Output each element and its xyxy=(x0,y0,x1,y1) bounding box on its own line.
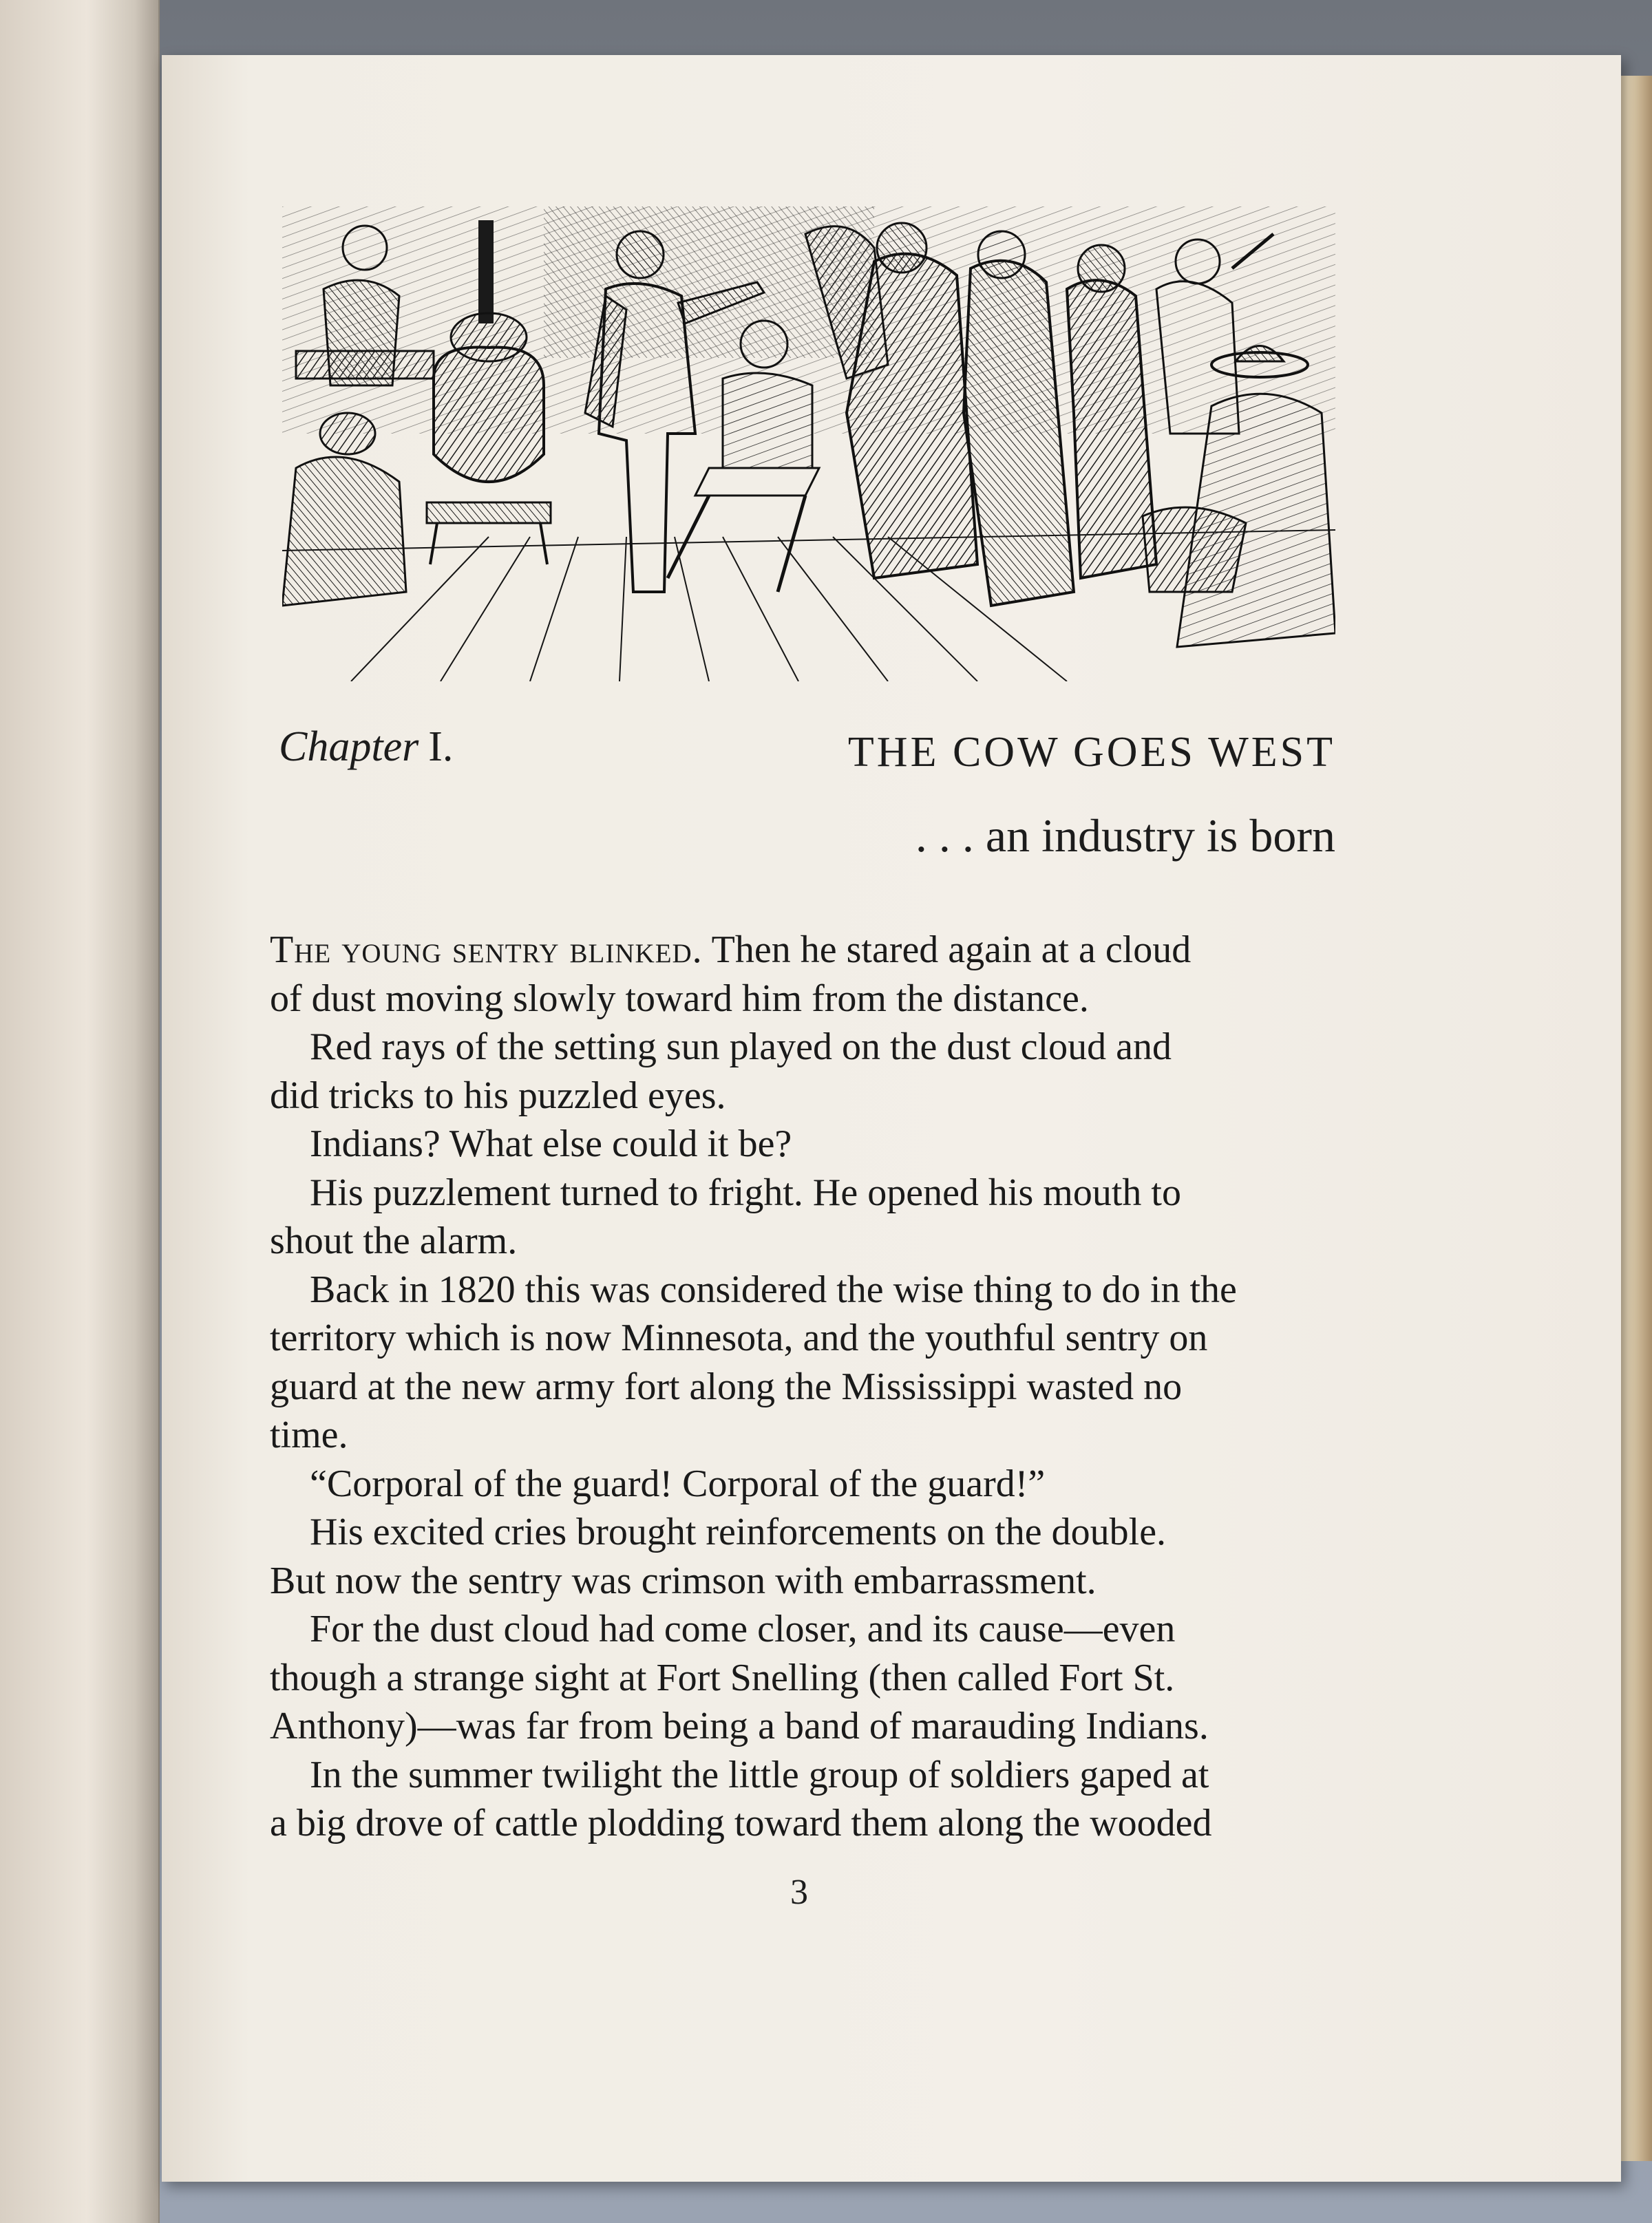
chapter-title: THE COW GOES WEST xyxy=(847,729,1335,776)
body-line: In the summer twilight the little group of soldiers gaped at xyxy=(310,1753,1209,1796)
body-line: Anthony)—was far from being a band of marauding Indians. xyxy=(270,1705,1209,1747)
chapter-number: I. xyxy=(428,723,454,770)
chapter-subtitle: . . . an industry is born xyxy=(915,809,1335,862)
body-line: Red rays of the setting sun played on the dust cloud and xyxy=(310,1025,1172,1068)
body-line: Indians? What else could it be? xyxy=(310,1123,792,1165)
body-line: a big drove of cattle plodding toward them along the wooded xyxy=(270,1802,1212,1844)
body-line: did tricks to his puzzled eyes. xyxy=(270,1074,726,1117)
left-page-edge xyxy=(0,0,160,2223)
body-line: of dust moving slowly toward him from the distance. xyxy=(270,977,1089,1020)
lead-rest: Then he stared again at a cloud xyxy=(702,928,1192,971)
body-line: shout the alarm. xyxy=(270,1220,518,1262)
chapter-label xyxy=(279,723,453,772)
frontier-saloon-engraving-icon xyxy=(282,206,1335,681)
lead-smallcaps: The young sentry blinked. xyxy=(270,928,703,971)
body-line xyxy=(270,926,1344,975)
body-line: For the dust cloud had come closer, and its cause—even xyxy=(310,1608,1176,1650)
body-line: guard at the new army fort along the Mississippi wasted no xyxy=(270,1365,1183,1408)
body-text xyxy=(270,926,1344,1848)
body-line: “Corporal of the guard! Corporal of the guard!” xyxy=(310,1462,1046,1505)
body-line: Back in 1820 this was considered the wise thing to do in the xyxy=(310,1268,1237,1311)
page-number: 3 xyxy=(790,1873,808,1912)
body-line: His puzzlement turned to fright. He opened his mouth to xyxy=(310,1171,1181,1214)
body-line: His excited cries brought reinforcements on the double. xyxy=(310,1511,1167,1553)
body-line: But now the sentry was crimson with embarrassment. xyxy=(270,1559,1097,1602)
body-line: territory which is now Minnesota, and the youthful sentry on xyxy=(270,1317,1208,1359)
body-line: though a strange sight at Fort Snelling (then called Fort St. xyxy=(270,1656,1175,1699)
body-line: time. xyxy=(270,1414,348,1456)
chapter-word: Chapter xyxy=(279,723,419,770)
